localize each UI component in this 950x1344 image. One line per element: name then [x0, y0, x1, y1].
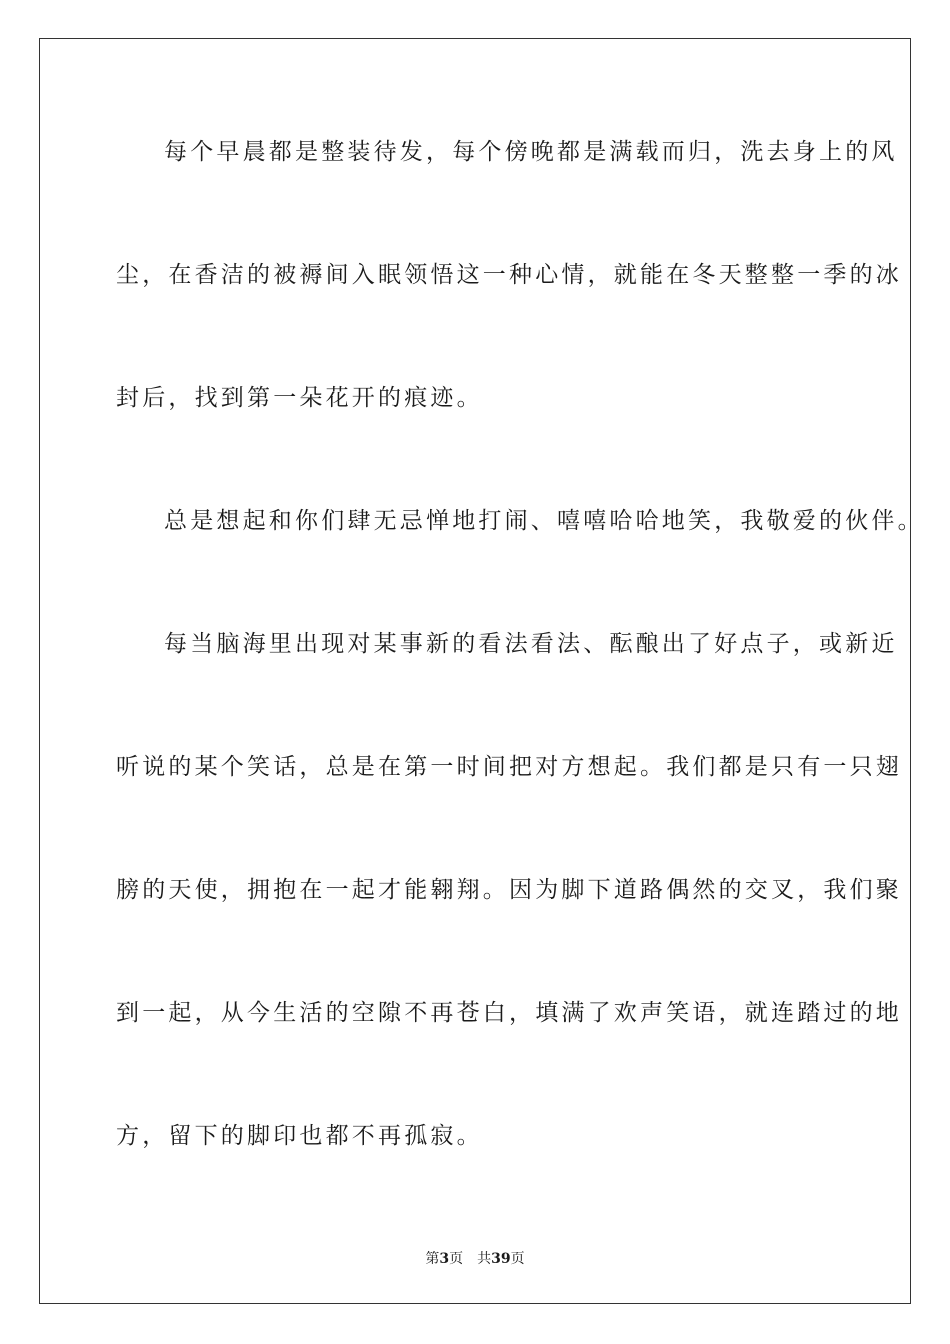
total-prefix: 共 [477, 1251, 492, 1267]
text-line: 每个早晨都是整装待发，每个傍晚都是满载而归，洗去身上的风 [164, 139, 898, 165]
text-line: 尘，在香洁的被褥间入眠领悟这一种心情，就能在冬天整整一季的冰 [116, 262, 902, 288]
text-line: 听说的某个笑话，总是在第一时间把对方想起。我们都是只有一只翅 [116, 754, 902, 780]
text-line: 膀的天使，拥抱在一起才能翱翔。因为脚下道路偶然的交叉，我们聚 [116, 877, 902, 903]
page-number: 3 [439, 1251, 450, 1267]
page-prefix: 第 [425, 1251, 440, 1267]
text-line: 到一起，从今生活的空隙不再苍白，填满了欢声笑语，就连踏过的地 [116, 1000, 902, 1026]
text-line: 封后，找到第一朵花开的痕迹。 [116, 385, 483, 411]
text-line: 总是想起和你们肆无忌惮地打闹、嘻嘻哈哈地笑，我敬爱的伙伴。 [164, 508, 924, 534]
text-line: 方，留下的脚印也都不再孤寂。 [116, 1123, 483, 1149]
page-footer [0, 1248, 950, 1268]
total-suffix: 页 [510, 1251, 525, 1267]
page-suffix: 页 [449, 1251, 464, 1267]
text-line: 每当脑海里出现对某事新的看法看法、酝酿出了好点子，或新近 [164, 631, 898, 657]
page-frame [39, 38, 911, 1304]
total-pages: 39 [491, 1251, 511, 1267]
